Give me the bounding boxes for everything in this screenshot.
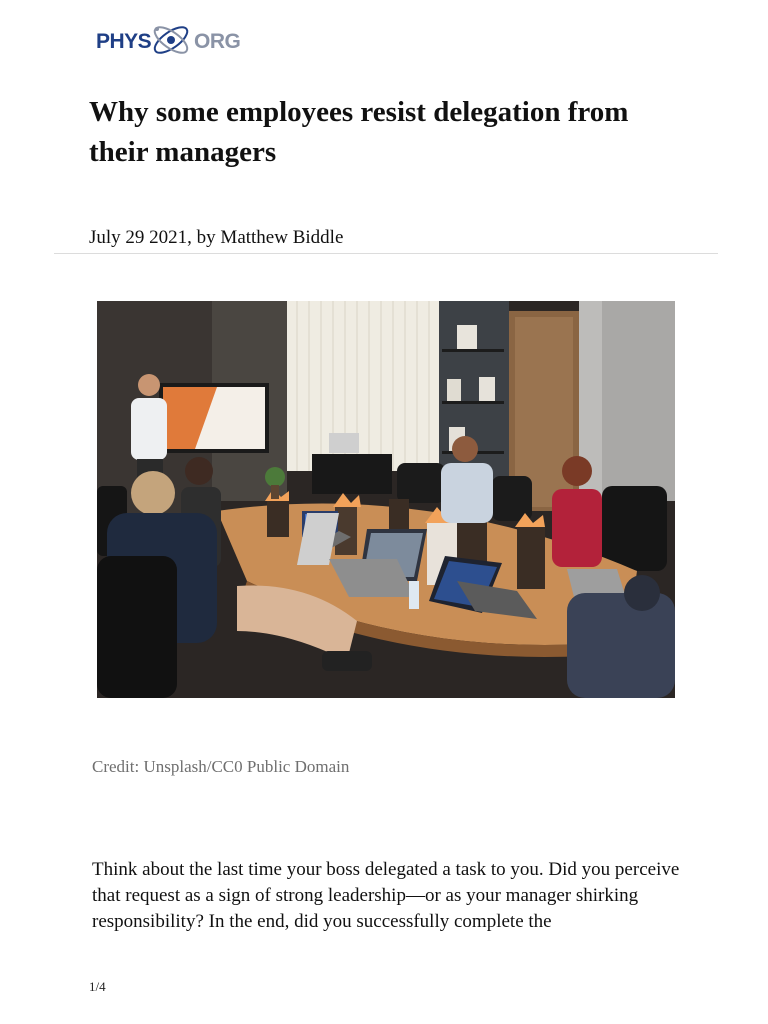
article-byline: July 29 2021, by Matthew Biddle bbox=[89, 227, 344, 248]
site-logo[interactable] bbox=[88, 18, 241, 66]
article-title: Why some employees resist delegation from their managers bbox=[89, 96, 629, 168]
logo-phys-text: PHYS bbox=[96, 30, 152, 53]
article-photo bbox=[97, 301, 675, 698]
article-paragraph: Think about the last time your boss delegated a task to you. Did you perceive that request as a sign of strong leadership—or as your manager shirking responsibility? In the end, did you successfully complete the bbox=[92, 859, 680, 932]
atom-icon bbox=[148, 20, 194, 60]
page-number: 1/4 bbox=[89, 979, 106, 994]
image-credit: Credit: Unsplash/CC0 Public Domain bbox=[92, 757, 350, 776]
divider bbox=[54, 253, 718, 254]
logo-org-text: ORG bbox=[194, 30, 241, 53]
meeting-room-illustration bbox=[97, 301, 675, 698]
